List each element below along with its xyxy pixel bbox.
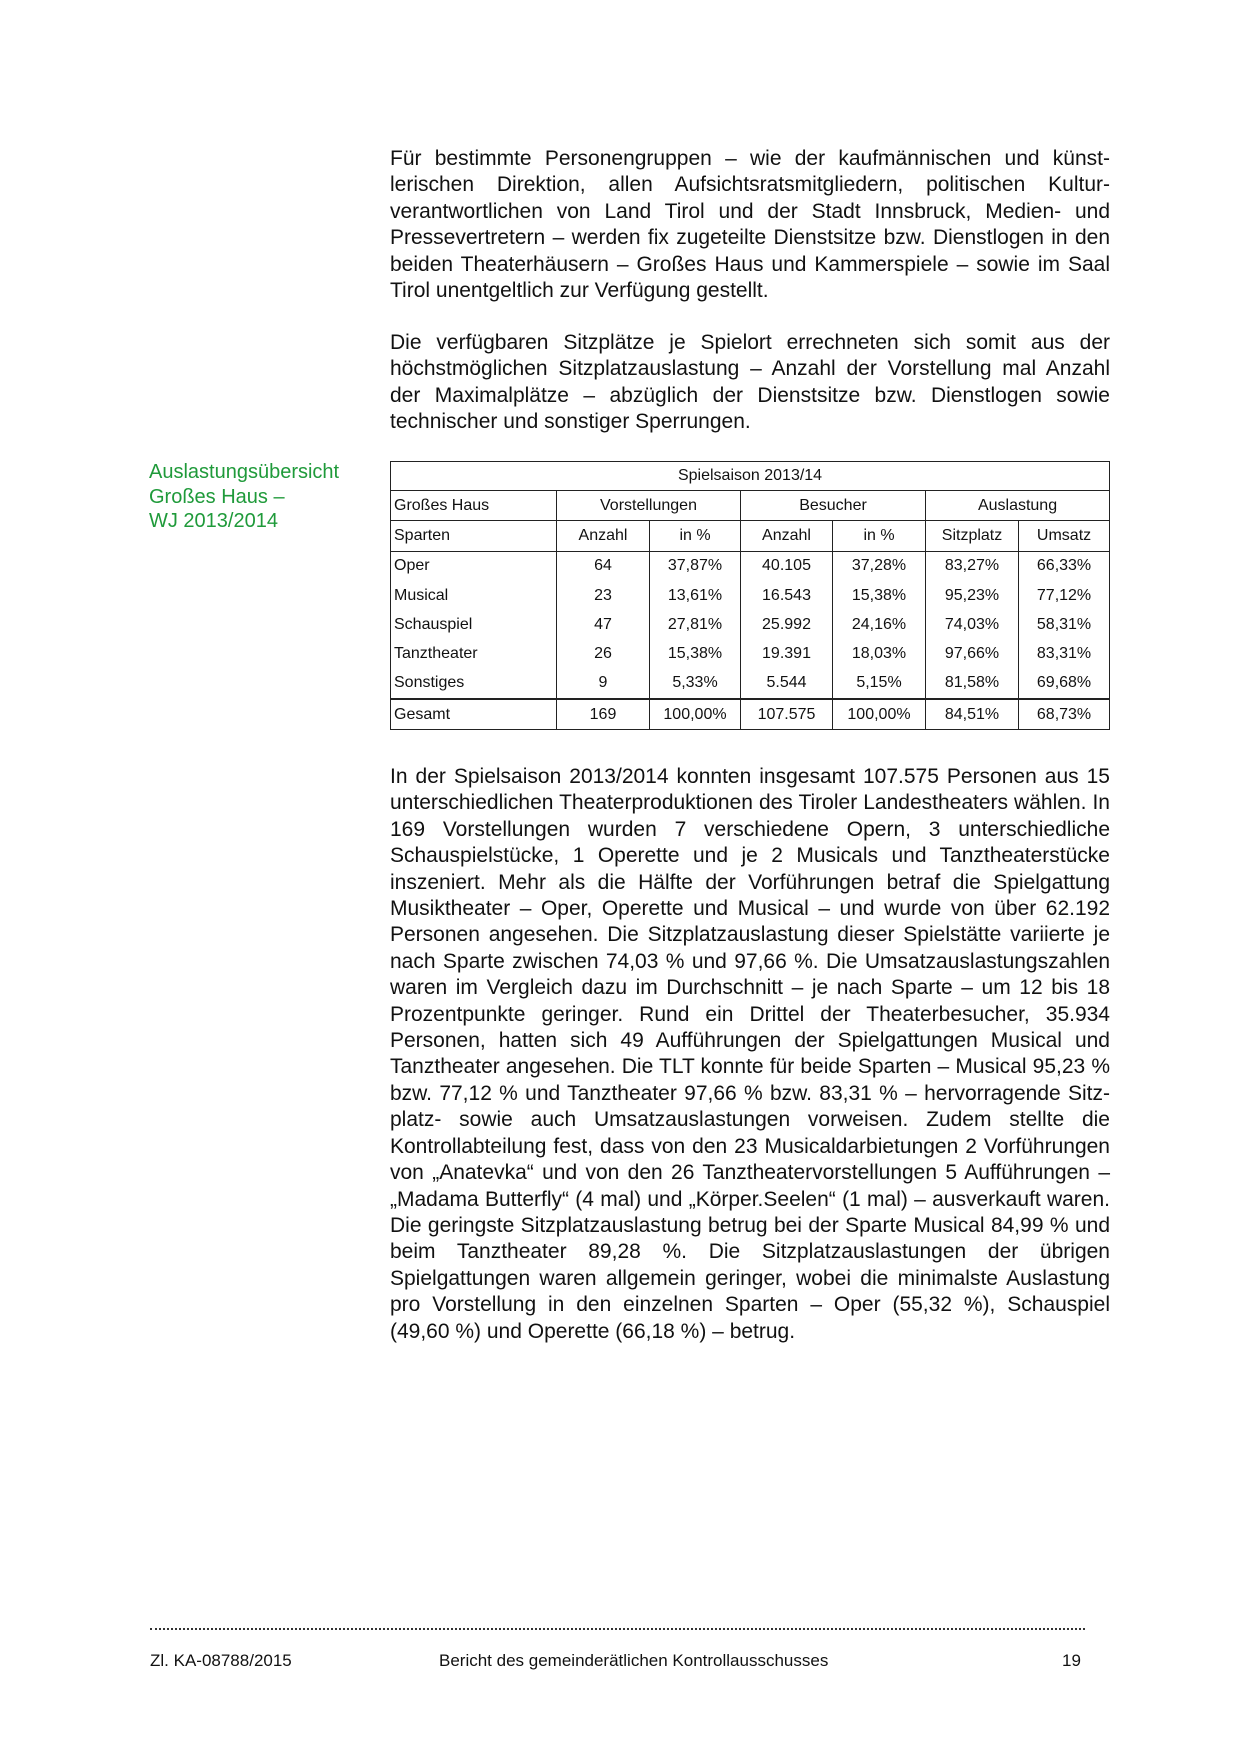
table-total-row (391, 699, 1110, 730)
venue-label: Großes Haus (391, 491, 557, 521)
report-title: Bericht des gemeinderätlichen Kontrollausschusses (439, 1651, 829, 1670)
table-cell: 81,58% (926, 669, 1019, 699)
table-cell: 19.391 (741, 639, 833, 668)
table-cell: 26 (557, 639, 650, 668)
table-cell: 37,28% (833, 551, 926, 581)
table-cell: 5,33% (650, 669, 741, 699)
column-header: Sitzplatz (926, 521, 1019, 551)
intro-paragraph: Für bestimmte Personengruppen – wie der kaufmännischen und künstlerischen Direktion, allen Aufsichtsratsmitgliedern, politischen Kulturverantwortlichen von Land Tirol und der Stadt Innsbruck, Medien- und Pressevertretern – werden fix zugeteilte Dienstsitze bzw. Dienstlogen in den beiden Theaterhäusern – Großes Haus und Kammerspiele – sowie im Saal Tirol unentgeltlich zur Verfügung gestellt. (390, 147, 1110, 303)
column-header: Anzahl (741, 521, 833, 551)
table-cell: 15,38% (650, 639, 741, 668)
table-cell: 83,31% (1019, 639, 1110, 668)
margin-note-line: Auslastungsübersicht (149, 461, 340, 483)
total-cell: 107.575 (741, 699, 833, 730)
margin-note-line: WJ 2013/2014 (149, 510, 278, 533)
table-subheader-row (391, 521, 1110, 551)
table-cell: 16.543 (741, 581, 833, 610)
season-summary-paragraph: In der Spielsaison 2013/2014 konnten insgesamt 107.575 Personen aus 15 unterschiedlichen Theaterproduktionen des Tiroler Landestheaters wählen. In 169 Vorstellungen wurden 7 verschiedene Opern, 3 unterschiedliche Schauspielstücke, 1 Operette und je 2 Musicals und Tanztheaterstücke inszeniert. Mehr als die Hälfte der Vorführungen betraf die Spielgattung Musiktheater – Oper, Operette und Musical – und wurde von über 62.192 Personen angesehen. Die Sitzplatzauslastung dieser Spielstätte variierte je nach Sparte zwischen 74,03 % und 97,66 %. Die Umsatzauslastungszahlen waren im Vergleich dazu im Durchschnitt – je nach Sparte – um 12 bis 18 Prozentpunkte geringer. Rund ein Drittel der Theaterbesucher, 35.934 Personen, hatten sich 49 Aufführungen der Spielgattungen Musical und Tanztheater angesehen. Die TLT konnte für beide Sparten – Musical 95,23 % bzw. 77,12 % und Tanztheater 97,66 % bzw. 83,31 % – hervorragende Sitzplatz- sowie auch Umsatzauslastungen vorweisen. Zudem stellte die Kontrollabteilung fest, dass von den 23 Musicaldarbietungen 2 Vorführungen von „Anatevka“ und von den 26 Tanztheatervorstellungen 5 Aufführungen – „Madama Butterfly“ (4 mal) und „Körper.Seelen“ (1 mal) – ausverkauft waren. Die geringste Sitzplatzauslastung betrug bei der Sparte Musical 84,99 % und beim Tanztheater 89,28 %. Die Sitzplatzauslastungen der übrigen Spielgattungen waren allgemein geringer, wobei die minimalste Auslastung pro Vorstellung in den einzelnen Sparten – Oper (55,32 %), Schauspiel (49,60 %) und Operette (66,18 %) – betrug. (390, 765, 1110, 1343)
total-cell: 68,73% (1019, 699, 1110, 730)
table-cell: 95,23% (926, 581, 1019, 610)
total-cell: 100,00% (833, 699, 926, 730)
document-reference: Zl. KA-08788/2015 (150, 1651, 292, 1670)
column-header: Sparten (391, 521, 557, 551)
table-row (391, 639, 1110, 668)
total-label: Gesamt (391, 699, 557, 730)
table-cell: 25.992 (741, 610, 833, 639)
row-label: Sonstiges (391, 669, 557, 699)
column-header: in % (833, 521, 926, 551)
table-cell: 83,27% (926, 551, 1019, 581)
group-header-utilization: Auslastung (926, 491, 1110, 521)
table-row (391, 610, 1110, 639)
table-cell: 27,81% (650, 610, 741, 639)
table-cell: 24,16% (833, 610, 926, 639)
column-header: in % (650, 521, 741, 551)
table-cell: 23 (557, 581, 650, 610)
table-cell: 5,15% (833, 669, 926, 699)
row-label: Musical (391, 581, 557, 610)
table-row (391, 581, 1110, 610)
table-cell: 47 (557, 610, 650, 639)
table-cell: 69,68% (1019, 669, 1110, 699)
table-cell: 18,03% (833, 639, 926, 668)
table-title-row (391, 462, 1110, 491)
table-cell: 37,87% (650, 551, 741, 581)
table-cell: 58,31% (1019, 610, 1110, 639)
table-cell: 13,61% (650, 581, 741, 610)
seat-calculation-paragraph: Die verfügbaren Sitzplätze je Spielort errechneten sich somit aus der höchstmöglichen Sitzplatzauslastung – Anzahl der Vorstellung mal Anzahl der Maximalplätze – abzüglich der Dienstsitze bzw. Dienstlogen sowie technischer und sonstiger Sperrungen. (390, 331, 1110, 434)
row-label: Oper (391, 551, 557, 581)
group-header-performances: Vorstellungen (557, 491, 741, 521)
total-cell: 169 (557, 699, 650, 730)
margin-note-line: Großes Haus – (149, 485, 285, 508)
table-cell: 74,03% (926, 610, 1019, 639)
footer-divider (150, 1628, 1085, 1630)
table-cell: 40.105 (741, 551, 833, 581)
column-header: Anzahl (557, 521, 650, 551)
total-cell: 100,00% (650, 699, 741, 730)
table-row (391, 551, 1110, 581)
table-title: Spielsaison 2013/14 (391, 462, 1110, 491)
column-header: Umsatz (1019, 521, 1110, 551)
utilization-table (390, 461, 1110, 730)
table-cell: 15,38% (833, 581, 926, 610)
row-label: Schauspiel (391, 610, 557, 639)
margin-note (149, 460, 369, 534)
table-group-header-row (391, 491, 1110, 521)
table-cell: 66,33% (1019, 551, 1110, 581)
table-row (391, 669, 1110, 699)
row-label: Tanztheater (391, 639, 557, 668)
table-cell: 9 (557, 669, 650, 699)
table-cell: 97,66% (926, 639, 1019, 668)
table-cell: 5.544 (741, 669, 833, 699)
group-header-visitors: Besucher (741, 491, 926, 521)
table-cell: 64 (557, 551, 650, 581)
page-number: 19 (1062, 1651, 1081, 1670)
table-cell: 77,12% (1019, 581, 1110, 610)
total-cell: 84,51% (926, 699, 1019, 730)
